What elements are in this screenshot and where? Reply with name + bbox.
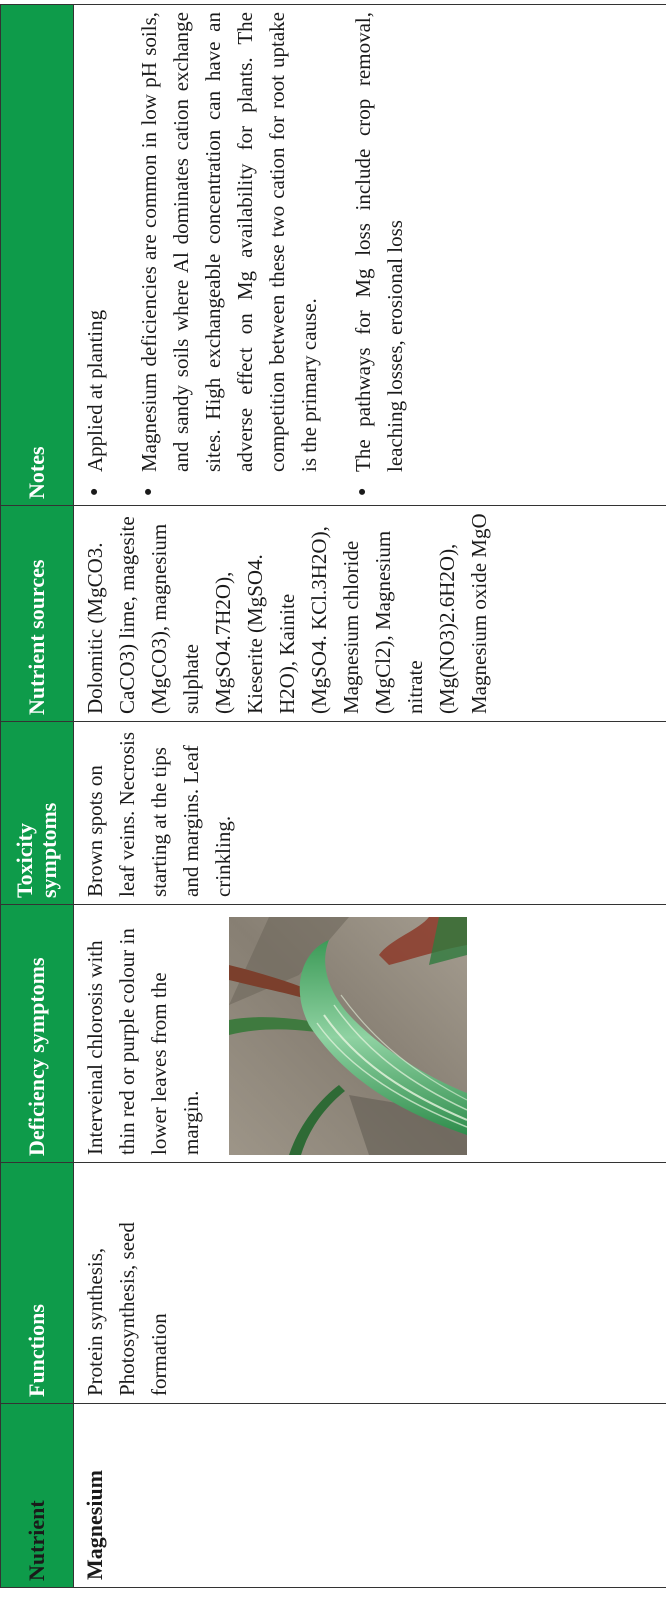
notes-list [79,12,411,498]
header-toxicity-symptoms: Toxicity symptoms [1,722,74,905]
bullet-icon: ● [141,487,156,496]
maize-leaf-photo [229,917,467,1155]
header-row [1,5,74,1588]
nutrient-table [0,4,666,1588]
maize-leaf-illustration [229,917,467,1155]
header-nutrient: Nutrient [1,1404,74,1588]
header-nutrient-sources: Nutrient sources [1,506,74,722]
list-item [79,12,111,498]
cell-deficiency [74,905,666,1163]
cell-notes [74,5,666,506]
header-notes: Notes [1,5,74,506]
cell-sources: Dolomitic (MgCO3. CaCO3) lime, magesite (MgCO3), magnesium sulphate (MgSO4.7H2O), Kieserite (MgSO4. H2O), Kainite (MgSO4. KCl.3H2O), Magnesium chloride (MgCl2), Magnesium nitrate (Mg(NO3)2.6H2O), Magnesium oxide MgO [74,506,666,722]
bullet-icon: ● [87,487,102,496]
cell-nutrient: Magnesium [74,1404,666,1588]
header-deficiency-symptoms: Deficiency symptoms [1,905,74,1163]
note-text: Applied at planting [83,309,107,472]
cell-functions: Protein synthesis, Photosynthesis, seed formation [74,1163,666,1404]
list-item [347,12,411,498]
note-text: Magnesium deficiencies are common in low pH soils, and sandy soils where Al dominates cation exchange sites. High exchangeable concentration can have an adverse effect on Mg availability for plants. The competition between these two cation for root uptake is the primary cause. [137,12,321,472]
cell-toxicity: Brown spots on leaf veins. Necrosis starting at the tips and margins. Leaf crinkling. [74,722,666,905]
deficiency-text: Interveinal chlorosis with thin red or purple colour in lower leaves from the margin. [83,928,203,1155]
table-row [74,5,666,1588]
note-text: The pathways for Mg loss include crop removal, leaching losses, erosional loss [351,12,407,472]
header-functions: Functions [1,1163,74,1404]
list-item [133,12,325,498]
bullet-icon: ● [355,487,370,496]
